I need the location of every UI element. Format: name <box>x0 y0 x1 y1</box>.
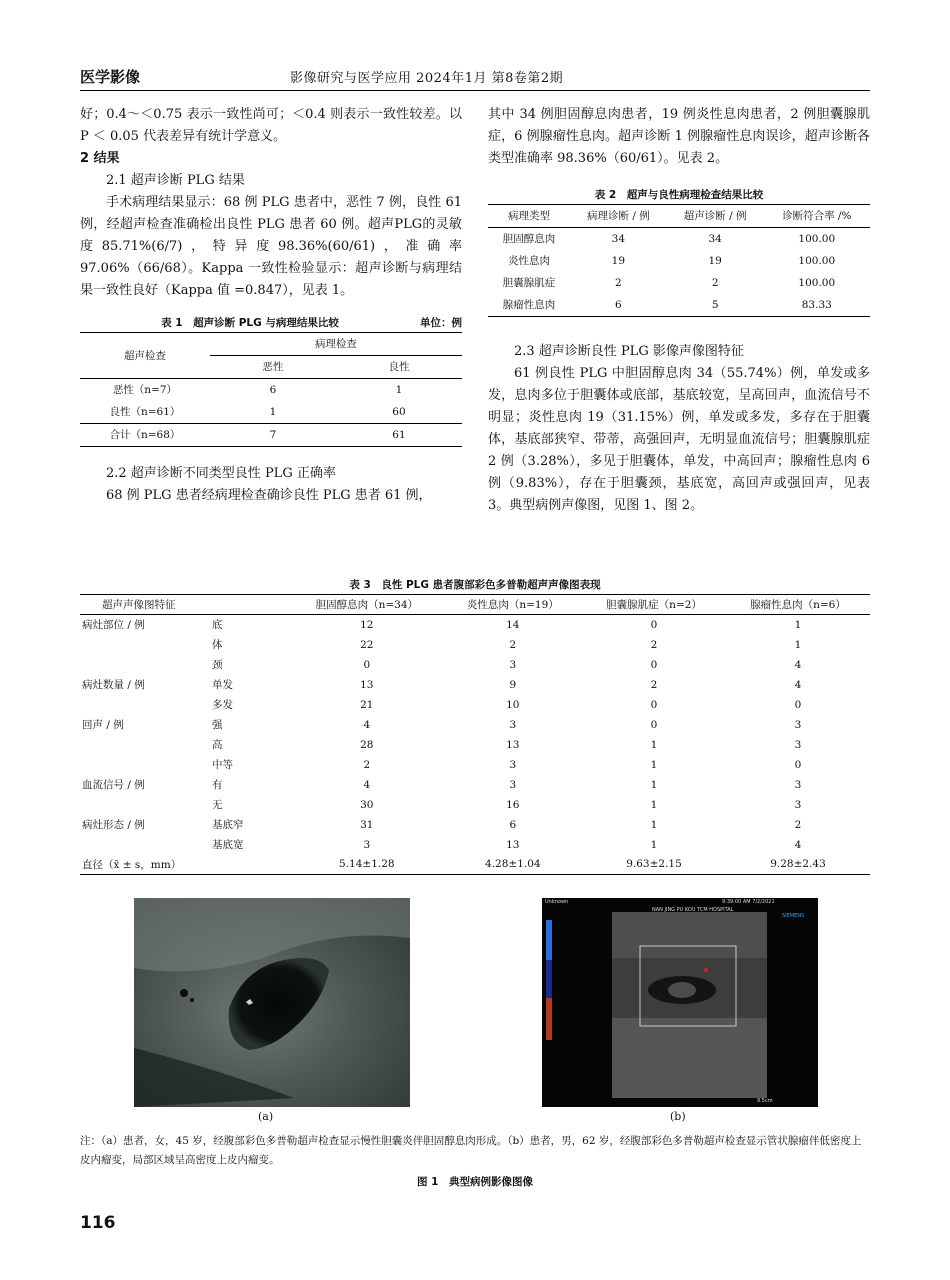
table-cell: 6 <box>269 384 277 396</box>
figure-label-b: (b) <box>670 1110 686 1123</box>
table-cell: 腺瘤性息肉 <box>502 299 556 311</box>
table-cell: 0 <box>794 698 802 711</box>
table-3 <box>80 576 870 875</box>
table-cell: 5.14±1.28 <box>339 858 395 871</box>
table-cell: 0 <box>794 758 802 771</box>
table-cell: 良性（n=61） <box>109 406 181 418</box>
table-cell <box>80 655 210 675</box>
table-cell: 4 <box>363 718 371 731</box>
table-cell: 34 <box>708 233 722 245</box>
table-cell: 14 <box>506 618 520 631</box>
table-cell: 9 <box>509 678 517 691</box>
table-3-col-header: 腺瘤性息肉（n=6） <box>750 599 846 611</box>
table-cell: 恶性（n=7） <box>112 384 178 396</box>
table-row <box>80 401 462 424</box>
table-cell <box>80 695 210 715</box>
table-2-grid <box>488 204 870 317</box>
table-cell: 12 <box>360 618 374 631</box>
table-cell: 28 <box>360 738 374 751</box>
subsection-heading-2-3: 2.3 超声诊断良性 PLG 影像声像图特征 <box>514 344 744 359</box>
table-cell: 100.00 <box>798 277 836 289</box>
table-row <box>80 615 870 635</box>
table-cell: 16 <box>506 798 520 811</box>
table-row <box>80 775 870 795</box>
table-cell: 1 <box>650 838 658 851</box>
table-row <box>488 250 870 272</box>
table-1-title: 表 1 超声诊断 PLG 与病理结果比较 <box>161 317 339 329</box>
table-2-col-header: 诊断符合率 /% <box>782 210 852 222</box>
table-3-col-header: 炎性息肉（n=19） <box>466 599 559 611</box>
table-cell: 1 <box>650 758 658 771</box>
table-2-title: 表 2 超声与良性病理检查结果比较 <box>594 189 764 201</box>
table-cell: 2 <box>509 638 517 651</box>
table-row <box>80 379 462 402</box>
table-cell: 3 <box>509 758 517 771</box>
table-cell: 2 <box>794 818 802 831</box>
ultrasound-b-header-left: Unknown <box>545 899 569 905</box>
page-number: 116 <box>80 1213 116 1233</box>
table-cell: 1 <box>794 618 802 631</box>
right-column <box>488 104 870 517</box>
table-cell: 31 <box>360 818 374 831</box>
section-label: 医学影像 <box>80 68 141 86</box>
table-1-col-header: 恶性 <box>262 361 284 373</box>
table-cell: 9.28±2.43 <box>770 858 826 871</box>
figure-label-a: (a) <box>258 1110 274 1123</box>
table-row <box>80 655 870 675</box>
table-cell: 3 <box>794 718 802 731</box>
table-cell: 4.28±1.04 <box>485 858 541 871</box>
table-cell: 1 <box>650 738 658 751</box>
table-cell: 0 <box>650 698 658 711</box>
table-cell <box>80 835 210 855</box>
table-cell: 2 <box>615 277 622 289</box>
table-cell: 2 <box>711 277 719 289</box>
table-cell: 6 <box>509 818 517 831</box>
table-cell: 单发 <box>212 679 233 691</box>
section-heading-results: 2 结果 <box>80 151 120 166</box>
header-rule <box>80 90 870 91</box>
table-cell: 30 <box>360 798 374 811</box>
table-cell: 13 <box>360 678 374 691</box>
table-cell: 无 <box>212 799 223 811</box>
table-cell: 83.33 <box>801 299 832 311</box>
table-cell: 高 <box>212 739 223 751</box>
table-cell: 10 <box>506 698 520 711</box>
table-1-col-group: 病理检查 <box>210 333 462 356</box>
table-cell: 回声 / 例 <box>82 719 124 731</box>
ultrasound-b-graphic <box>542 898 818 1107</box>
table-cell: 1 <box>395 384 403 396</box>
table-cell: 1 <box>794 638 802 651</box>
table-cell: 底 <box>212 619 223 632</box>
table-cell: 病灶部位 / 例 <box>82 619 145 632</box>
table-cell: 5 <box>711 299 719 311</box>
table-cell: 颈 <box>212 659 223 671</box>
table-cell: 7 <box>210 424 336 447</box>
table-cell: 胆囊腺肌症 <box>502 277 556 289</box>
table-cell: 60 <box>392 406 406 418</box>
ultrasound-b-brand: SIEMENS <box>782 913 805 919</box>
table-cell: 3 <box>794 778 802 791</box>
table-2 <box>488 186 870 317</box>
table-2-col-header: 病理诊断 / 例 <box>587 210 650 222</box>
table-2-col-header: 超声诊断 / 例 <box>683 210 747 222</box>
table-row <box>488 228 870 251</box>
table-cell <box>80 735 210 755</box>
table-cell: 3 <box>509 718 517 731</box>
table-cell: 3 <box>794 798 802 811</box>
table-cell: 13 <box>506 838 520 851</box>
table-cell: 中等 <box>212 759 233 771</box>
table-cell: 19 <box>611 255 626 267</box>
table-cell: 4 <box>794 658 802 671</box>
table-cell: 21 <box>360 698 374 711</box>
table-row <box>80 715 870 735</box>
table-3-col-header: 超声声像图特征 <box>102 599 176 611</box>
table-row <box>80 795 870 815</box>
table-cell: 100.00 <box>798 233 836 245</box>
table-cell: 61 <box>336 424 462 447</box>
table-1-grid <box>80 332 462 447</box>
table-cell: 3 <box>509 778 517 791</box>
paragraph-2-1: 手术病理结果显示：68 例 PLG 患者中，恶性 7 例，良性 61 例，经超声检查准确检出良性 PLG 患者 60 例。超声PLG的灵敏度85.71%(6/7)，特异度98.36%(60/61)，准确率 97.06%（66/68）。Kappa 一致性检验显示：超声诊断与病理结果一致性良好（Kappa 值 =0.847），见表 1。 <box>80 195 462 298</box>
table-cell: 体 <box>212 639 223 651</box>
table-cell: 3 <box>509 658 517 671</box>
journal-header: 影像研究与医学应用 2024年1月 第8卷第2期 <box>290 71 564 86</box>
table-cell: 1 <box>650 778 658 791</box>
table-row <box>80 755 870 775</box>
table-row <box>80 835 870 855</box>
table-cell: 0 <box>650 658 658 671</box>
table-cell: 4 <box>794 678 802 691</box>
table-cell: 2 <box>650 638 658 651</box>
table-3-grid <box>80 594 870 875</box>
table-cell: 0 <box>650 618 658 631</box>
table-cell: 3 <box>363 838 371 851</box>
subsection-heading-2-2: 2.2 超声诊断不同类型良性 PLG 正确率 <box>106 466 336 481</box>
table-cell: 炎性息肉 <box>507 255 550 267</box>
table-3-col-header: 胆囊腺肌症（n=2） <box>606 599 702 611</box>
table-cell: 0 <box>363 658 371 671</box>
table-cell: 4 <box>794 838 802 851</box>
table-1-unit: 单位：例 <box>420 317 462 329</box>
table-1 <box>80 314 462 447</box>
table-row <box>80 675 870 695</box>
table-2-col-header: 病理类型 <box>507 210 550 222</box>
table-row <box>80 424 462 447</box>
table-cell: 3 <box>794 738 802 751</box>
paragraph-continuation: 好；0.4～＜0.75 表示一致性尚可；＜0.4 则表示一致性较差。以 P ＜ 0.05 代表差异有统计学意义。 <box>80 107 462 144</box>
table-row <box>80 695 870 715</box>
table-1-col-header: 良性 <box>388 361 410 373</box>
ultrasound-a-graphic <box>134 898 410 1107</box>
ultrasound-image-a <box>134 898 410 1107</box>
table-cell: 22 <box>360 638 374 651</box>
paragraph-continuation-right: 其中 34 例胆固醇息肉患者，19 例炎性息肉患者，2 例胆囊腺肌症，6 例腺瘤性息肉。超声诊断 1 例腺瘤性息肉误诊，超声诊断各类型准确率 98.36%（60/61）。见表 2。 <box>488 107 870 166</box>
table-cell: 1 <box>650 818 658 831</box>
left-column <box>80 104 462 507</box>
table-cell: 100.00 <box>798 255 836 267</box>
table-cell: 13 <box>506 738 520 751</box>
table-cell: 9.63±2.15 <box>626 858 682 871</box>
table-cell: 基底宽 <box>212 839 244 851</box>
table-cell: 1 <box>650 798 658 811</box>
figure-1 <box>80 898 870 1128</box>
table-row <box>80 855 870 875</box>
table-cell: 2 <box>650 678 658 691</box>
table-cell: 6 <box>615 299 622 311</box>
figure-caption: 图 1 典型病例影像图像 <box>417 1176 533 1188</box>
table-row <box>488 272 870 294</box>
table-cell: 1 <box>269 406 277 418</box>
ultrasound-b-depth: 9.5cm <box>757 1098 773 1104</box>
table-cell <box>80 795 210 815</box>
table-3-title: 表 3 良性 PLG 患者腹部彩色多普勒超声声像图表现 <box>349 579 601 591</box>
table-row <box>80 735 870 755</box>
table-cell: 多发 <box>212 699 233 711</box>
table-cell <box>80 755 210 775</box>
table-cell: 有 <box>212 779 223 791</box>
table-row <box>80 635 870 655</box>
table-cell: 病灶数量 / 例 <box>82 679 145 691</box>
table-cell <box>80 635 210 655</box>
table-cell: 血流信号 / 例 <box>82 779 145 791</box>
table-cell: 19 <box>708 255 722 267</box>
table-row <box>488 294 870 317</box>
table-row <box>80 815 870 835</box>
table-cell: 胆固醇息肉 <box>502 233 556 245</box>
ultrasound-b-hospital: NAN JING PU KOU TCM HOSPITAL <box>652 907 734 913</box>
ultrasound-b-header-right: 9:39:00 AM 7/2/2021 <box>722 899 775 905</box>
paragraph-2-2: 68 例 PLG 患者经病理检查确诊良性 PLG 患者 61 例， <box>106 488 432 503</box>
paragraph-2-3: 61 例良性 PLG 中胆固醇息肉 34（55.74%）例，单发或多发，息肉多位于胆囊体或底部，基底较宽，呈高回声，血流信号不明显；炎性息肉 19（31.15%）例，单发或多发，多存在于胆囊体，基底部狭窄、带蒂，高强回声，无明显血流信号；胆囊腺肌症 2 例（3.28%），多见于胆囊体，单发，中高回声；腺瘤性息肉 6 例（9.83%），存在于胆囊颈，基底宽，高回声或强回声，见表 3。典型病例声像图，见图 1、图 2。 <box>488 366 870 513</box>
table-cell: 4 <box>363 778 371 791</box>
table-cell: 病灶形态 / 例 <box>82 819 145 831</box>
table-3-body <box>80 615 870 855</box>
figure-note: 注：（a）患者，女，45 岁，经腹部彩色多普勒超声检查显示慢性胆囊炎伴胆固醇息肉形成。（b）患者，男，62 岁，经腹部彩色多普勒超声检查显示管状腺瘤伴低密度上皮内瘤变，局部区域呈高密度上皮内瘤变。 <box>80 1135 862 1166</box>
table-cell: 0 <box>650 718 658 731</box>
ultrasound-image-b <box>542 898 818 1107</box>
table-cell: 合计（n=68） <box>80 424 210 447</box>
table-cell: 强 <box>212 719 223 731</box>
table-3-col-header: 胆固醇息肉（n=34） <box>315 599 418 611</box>
subsection-heading-2-1: 2.1 超声诊断 PLG 结果 <box>106 173 245 188</box>
table-cell: 直径（x̄ ± s，mm） <box>82 858 182 871</box>
table-cell: 基底窄 <box>212 819 244 831</box>
table-1-row-header: 超声检查 <box>80 333 210 379</box>
table-cell: 34 <box>611 233 626 245</box>
table-cell: 2 <box>363 758 371 771</box>
